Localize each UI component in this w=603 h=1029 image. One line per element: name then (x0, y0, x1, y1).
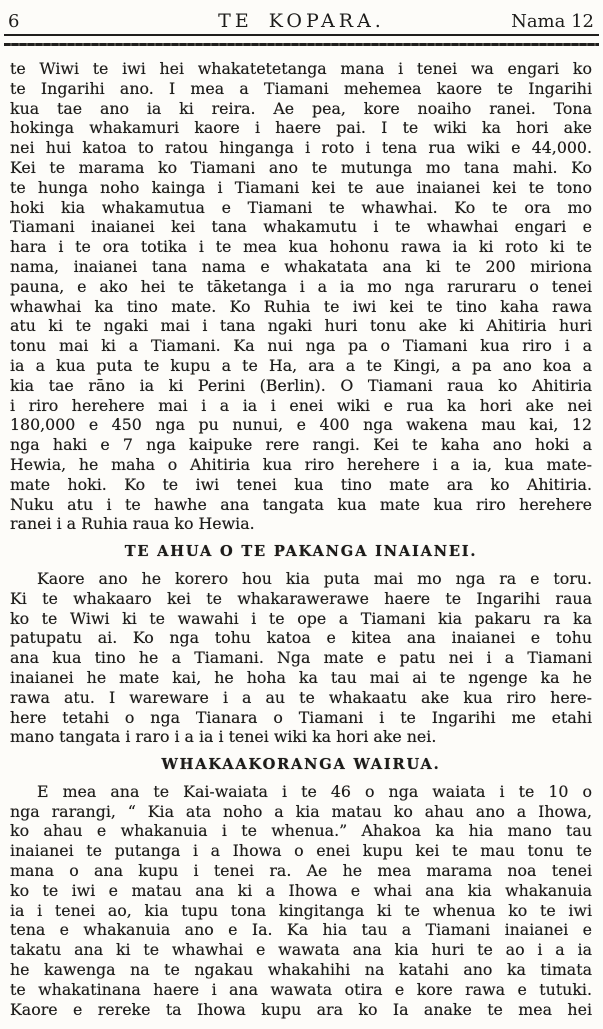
paragraph (10, 59, 592, 534)
section-heading: WHAKAAKORANGA WAIRUA. (161, 756, 441, 774)
section-heading: TE AHUA O TE PAKANGA INAIANEI. (124, 543, 478, 561)
text-line: tonu mai ki a Tiamani. Ka nui nga pa o Tiamani kua riro i a (10, 336, 592, 356)
text-line: ko te iwi e matau ana ki a Ihowa e whai ana kia whakanuia (10, 880, 592, 900)
header-rule-thin (4, 34, 599, 36)
text-line: mano tangata i raro i a ia i tenei wiki ka hori ake nei. (10, 727, 437, 747)
text-line: Kaore ano he korero hou kia puta mai mo nga ra e toru. (37, 568, 592, 588)
text-line: kia tae rāno ia ki Perini (Berlin). O Tiamani raua ko Ahitiria (10, 375, 592, 395)
text-line: te whakatinana haere i ana wawata otira e kore rawa e tutuki. (10, 979, 592, 999)
text-line: nama, inaianei tana nama e whakatata ana ki te 200 miriona (10, 256, 592, 276)
text-line: here tetahi o nga Tianara o Tiamani i te Ingarihi me etahi (10, 707, 592, 727)
text-line: ko te Wiwi ki te wawahi i te ope a Tiamani kia pakaru ra ka (10, 608, 592, 628)
text-line: inaianei he mate kai, he hoha ka tau mai ai te ngenge ka he (10, 667, 592, 687)
text-line: Nuku atu i te hawhe ana tangata kua mate kua riro herehere (10, 494, 592, 514)
page-number: 6 (8, 11, 20, 32)
text-line: hoki kia whakamutua e Tiamani te whawhai. Ko te ora mo (10, 197, 592, 217)
paragraph (10, 569, 592, 747)
text-line: mate hoki. Ko te iwi tenei kua tino mate ara ko Ahitiria. (10, 474, 592, 494)
text-line: E mea ana te Kai-waiata i te 46 o nga waiata i te 10 o (37, 781, 592, 801)
text-line: takatu ana ki te whawhai e wawata ana kia huri te ao i a ia (10, 940, 592, 960)
text-line: nga rarangi, “ Kia ata noho a kia matau ko ahau ano a Ihowa, (10, 801, 592, 821)
text-line: ko ahau e whakanuia i te whenua.” Ahakoa ka hia mano tau (10, 821, 592, 841)
text-line: pauna, e ako hei te tāketanga i a ia mo nga raruraru o tenei (10, 276, 592, 296)
text-line: tena e whakanuia ano e Ia. Ka hia tau a Tiamani inaianei e (10, 920, 592, 940)
text-line: Hewia, he maha o Ahitiria kua riro herehere i a ia, kua mate- (10, 454, 592, 474)
text-line: nga haki e 7 nga kaipuke rere rangi. Kei te kaha ano hoki a (10, 435, 592, 455)
issue-number: Nama 12 (511, 11, 594, 32)
text-line: mana o ana kupu i tenei ra. Ae he mea marama noa tenei (10, 861, 592, 881)
paragraph (10, 782, 592, 1020)
text-line: Ki te whakaaro kei te whakarawerawe haere te Ingarihi raua (10, 588, 592, 608)
text-line: te Ingarihi ano. I mea a Tiamani mehemea kaore te Ingarihi (10, 78, 592, 98)
text-line: ia i tenei ao, kia tupu tona kingitanga ki te whenua ko te iwi (10, 900, 592, 920)
text-line: i riro herehere mai i a ia i enei wiki e rua ka hori ake nei (10, 395, 592, 415)
text-line: patupatu ai. Ko nga tohu katoa e kitea ana inaianei e tohu (10, 628, 592, 648)
text-line: Tiamani inaianei kei tana whakamutu i te whawhai engari e (10, 217, 592, 237)
text-line: hara i te ora totika i te mea kua hohonu rawa ia ki roto ki te (10, 237, 592, 257)
text-line: te Wiwi te iwi hei whakatetetanga mana i tenei wa engari ko (10, 59, 592, 78)
article-body (0, 46, 603, 1019)
text-line: ana kua tino he a Tiamani. Nga mate e patu nei i a Tiamani (10, 648, 592, 668)
text-line: ranei i a Ruhia raua ko Hewia. (10, 514, 255, 534)
masthead-title: TE KOPARA. (218, 10, 385, 32)
text-line: nei hui katoa to ratou hinganga i roto i tena rua wiki e 44,000. (10, 138, 592, 158)
text-line: 180,000 e 450 nga pu nunui, e 400 nga wakena mau kai, 12 (10, 415, 592, 435)
text-line: Kaore e rereke ta Ihowa kupu ara ko Ia anake te mea hei (10, 999, 592, 1019)
text-line: kua tae ano ia ki reira. Ae pea, kore noaiho ranei. Tona (10, 98, 592, 118)
text-line: rawa atu. I wareware i a au te whakaatu ake kua riro here- (10, 687, 592, 707)
text-line: inaianei te putanga i a Ihowa o enei kupu kei te mau tonu te (10, 841, 592, 861)
text-line: he kawenga na te ngakau whakahihi na katahi ano ka timata (10, 960, 592, 980)
text-line: hokinga whakamuri kaore i haere pai. I te wiki ka hori ake (10, 118, 592, 138)
text-line: Kei te marama ko Tiamani ano te mutunga mo tana mahi. Ko (10, 157, 592, 177)
text-line: atu ki te ngaki mai i tana ngaki huri tonu ake ki Ahitiria huri (10, 316, 592, 336)
text-line: te hunga noho kainga i Tiamani kei te aue inaianei kei te tono (10, 177, 592, 197)
text-line: ia a kua puta te kupu a te Ha, ara a te Kingi, a pa ano koa a (10, 355, 592, 375)
page-header (0, 0, 603, 34)
text-line: whawhai ka tino mate. Ko Ruhia te iwi kei te tino kaha rawa (10, 296, 592, 316)
